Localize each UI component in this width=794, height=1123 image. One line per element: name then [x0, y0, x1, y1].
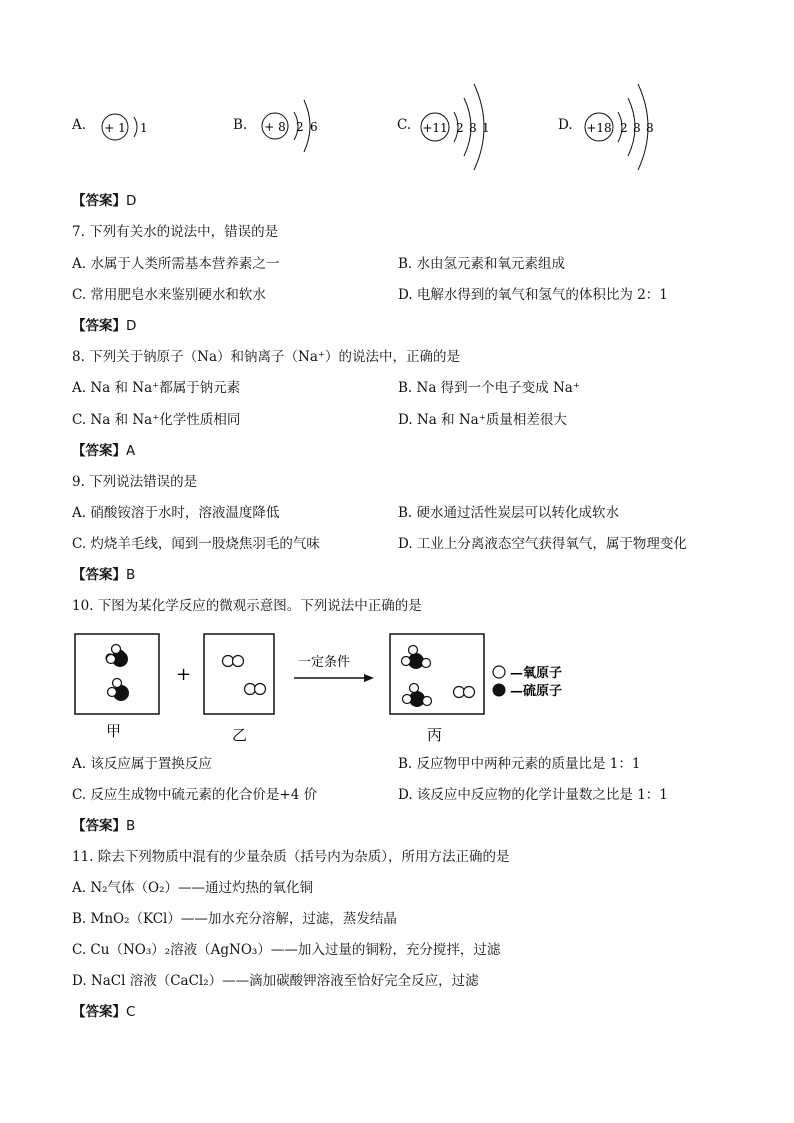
answer-value: D	[126, 193, 137, 209]
q10-option-c: C. 反应生成物中硫元素的化合价是+4 价	[72, 787, 318, 803]
label-jia: 甲	[106, 722, 122, 740]
q11-answer	[72, 1003, 135, 1021]
atom-b-nucleus: + 8	[264, 120, 286, 134]
answer-value: A	[126, 443, 136, 459]
q8-option-a: A. Na 和 Na⁺都属于钠元素	[72, 380, 241, 396]
q7-stem: 7. 下列有关水的说法中，错误的是	[72, 224, 279, 240]
atom-b-letter: B.	[233, 117, 248, 133]
atom-d-shell-3: 8	[646, 121, 654, 135]
answer-label: 【答案】	[72, 1004, 126, 1020]
q7-option-b: B. 水由氢元素和氧元素组成	[398, 256, 566, 272]
q9-option-c: C. 灼烧羊毛线，闻到一股烧焦羽毛的气味	[72, 536, 320, 552]
atom-c-shell-1: 2	[456, 121, 464, 135]
answer-value: C	[126, 1004, 136, 1020]
q8-option-d: D. Na 和 Na⁺质量相差很大	[398, 412, 567, 428]
answer-label: 【答案】	[72, 818, 126, 834]
answer-label: 【答案】	[72, 567, 126, 583]
answer-label: 【答案】	[72, 318, 126, 334]
atom-c-shell-2: 8	[469, 121, 477, 135]
q8-option-b: B. Na 得到一个电子变成 Na⁺	[398, 380, 580, 396]
q9-option-a: A. 硝酸铵溶于水时，溶液温度降低	[72, 505, 280, 521]
atom-d-nucleus: +18	[586, 121, 612, 135]
q8-option-c: C. Na 和 Na⁺化学性质相同	[72, 412, 241, 428]
q10-option-a: A. 该反应属于置换反应	[72, 756, 212, 772]
atom-a-letter: A.	[72, 117, 87, 133]
q10-option-d: D. 该反应中反应物的化学计量数之比是 1：1	[398, 787, 668, 803]
q7-answer	[72, 317, 136, 335]
legend-oxygen-marker	[493, 666, 505, 678]
q11-option-a: A. N₂气体（O₂）——通过灼热的氧化铜	[72, 880, 314, 896]
atom-a-nucleus: + 1	[104, 121, 126, 135]
atom-d-shell-2: 8	[633, 121, 641, 135]
molecule-yi-1	[223, 656, 244, 667]
q11-stem: 11. 除去下列物质中混有的少量杂质（括号内为杂质），所用方法正确的是	[72, 849, 510, 865]
answer-value: B	[126, 567, 136, 583]
atom-c-diagram	[418, 80, 508, 172]
q7-option-d: D. 电解水得到的氧气和氢气的体积比为 2：1	[398, 287, 668, 303]
atom-d-shell-1: 2	[620, 121, 628, 135]
atom-b-shell-2: 6	[310, 120, 318, 134]
atom-b-diagram	[258, 92, 338, 160]
plus-sign: +	[176, 664, 192, 685]
legend-sulfur: —硫原子	[510, 684, 563, 699]
atom-c-nucleus: +11	[422, 121, 448, 135]
q7-option-a: A. 水属于人类所需基本营养素之一	[72, 256, 280, 272]
molecule-jia-2	[108, 679, 130, 702]
answer-label: 【答案】	[72, 443, 126, 459]
legend-oxygen: —氧原子	[510, 666, 563, 681]
reaction-diagram	[72, 628, 602, 746]
q11-option-d: D. NaCl 溶液（CaCl₂）——滴加碳酸钾溶液至恰好完全反应，过滤	[72, 973, 479, 989]
q9-stem: 9. 下列说法错误的是	[72, 474, 198, 490]
answer-value: B	[126, 818, 136, 834]
answer-label: 【答案】	[72, 193, 126, 209]
answer-value: D	[126, 318, 137, 334]
molecule-bing-3	[454, 687, 475, 698]
atom-c-letter: C.	[397, 117, 412, 133]
molecule-bing-1	[402, 646, 431, 670]
atom-d-diagram	[582, 80, 672, 172]
atom-a-diagram	[98, 105, 168, 149]
q9-answer	[72, 566, 135, 584]
label-bing: 丙	[427, 726, 443, 744]
reaction-condition: 一定条件	[298, 655, 351, 670]
molecule-bing-2	[403, 684, 432, 708]
q11-option-b: B. MnO₂（KCl）——加水充分溶解，过滤，蒸发结晶	[72, 911, 397, 927]
atom-c-shell-3: 1	[482, 121, 490, 135]
q6-answer	[72, 192, 136, 210]
atom-b-shell-1: 2	[296, 120, 304, 134]
molecule-jia-1	[106, 645, 128, 668]
q7-option-c: C. 常用肥皂水来鉴别硬水和软水	[72, 287, 266, 303]
molecule-yi-2	[245, 684, 266, 695]
q10-answer	[72, 817, 135, 835]
legend-sulfur-marker	[493, 684, 506, 697]
q10-stem: 10. 下图为某化学反应的微观示意图。下列说法中正确的是	[72, 598, 422, 614]
q8-stem: 8. 下列关于钠原子（Na）和钠离子（Na⁺）的说法中，正确的是	[72, 349, 461, 365]
q10-option-b: B. 反应物甲中两种元素的质量比是 1：1	[398, 756, 641, 772]
atom-a-shell-1: 1	[140, 121, 148, 135]
q9-option-b: B. 硬水通过活性炭层可以转化成软水	[398, 505, 620, 521]
q11-option-c: C. Cu（NO₃）₂溶液（AgNO₃）——加入过量的铜粉，充分搅拌，过滤	[72, 942, 501, 958]
label-yi: 乙	[232, 726, 248, 744]
q9-option-d: D. 工业上分离液态空气获得氧气，属于物理变化	[398, 536, 687, 552]
atom-d-letter: D.	[558, 117, 573, 133]
q8-answer	[72, 442, 135, 460]
